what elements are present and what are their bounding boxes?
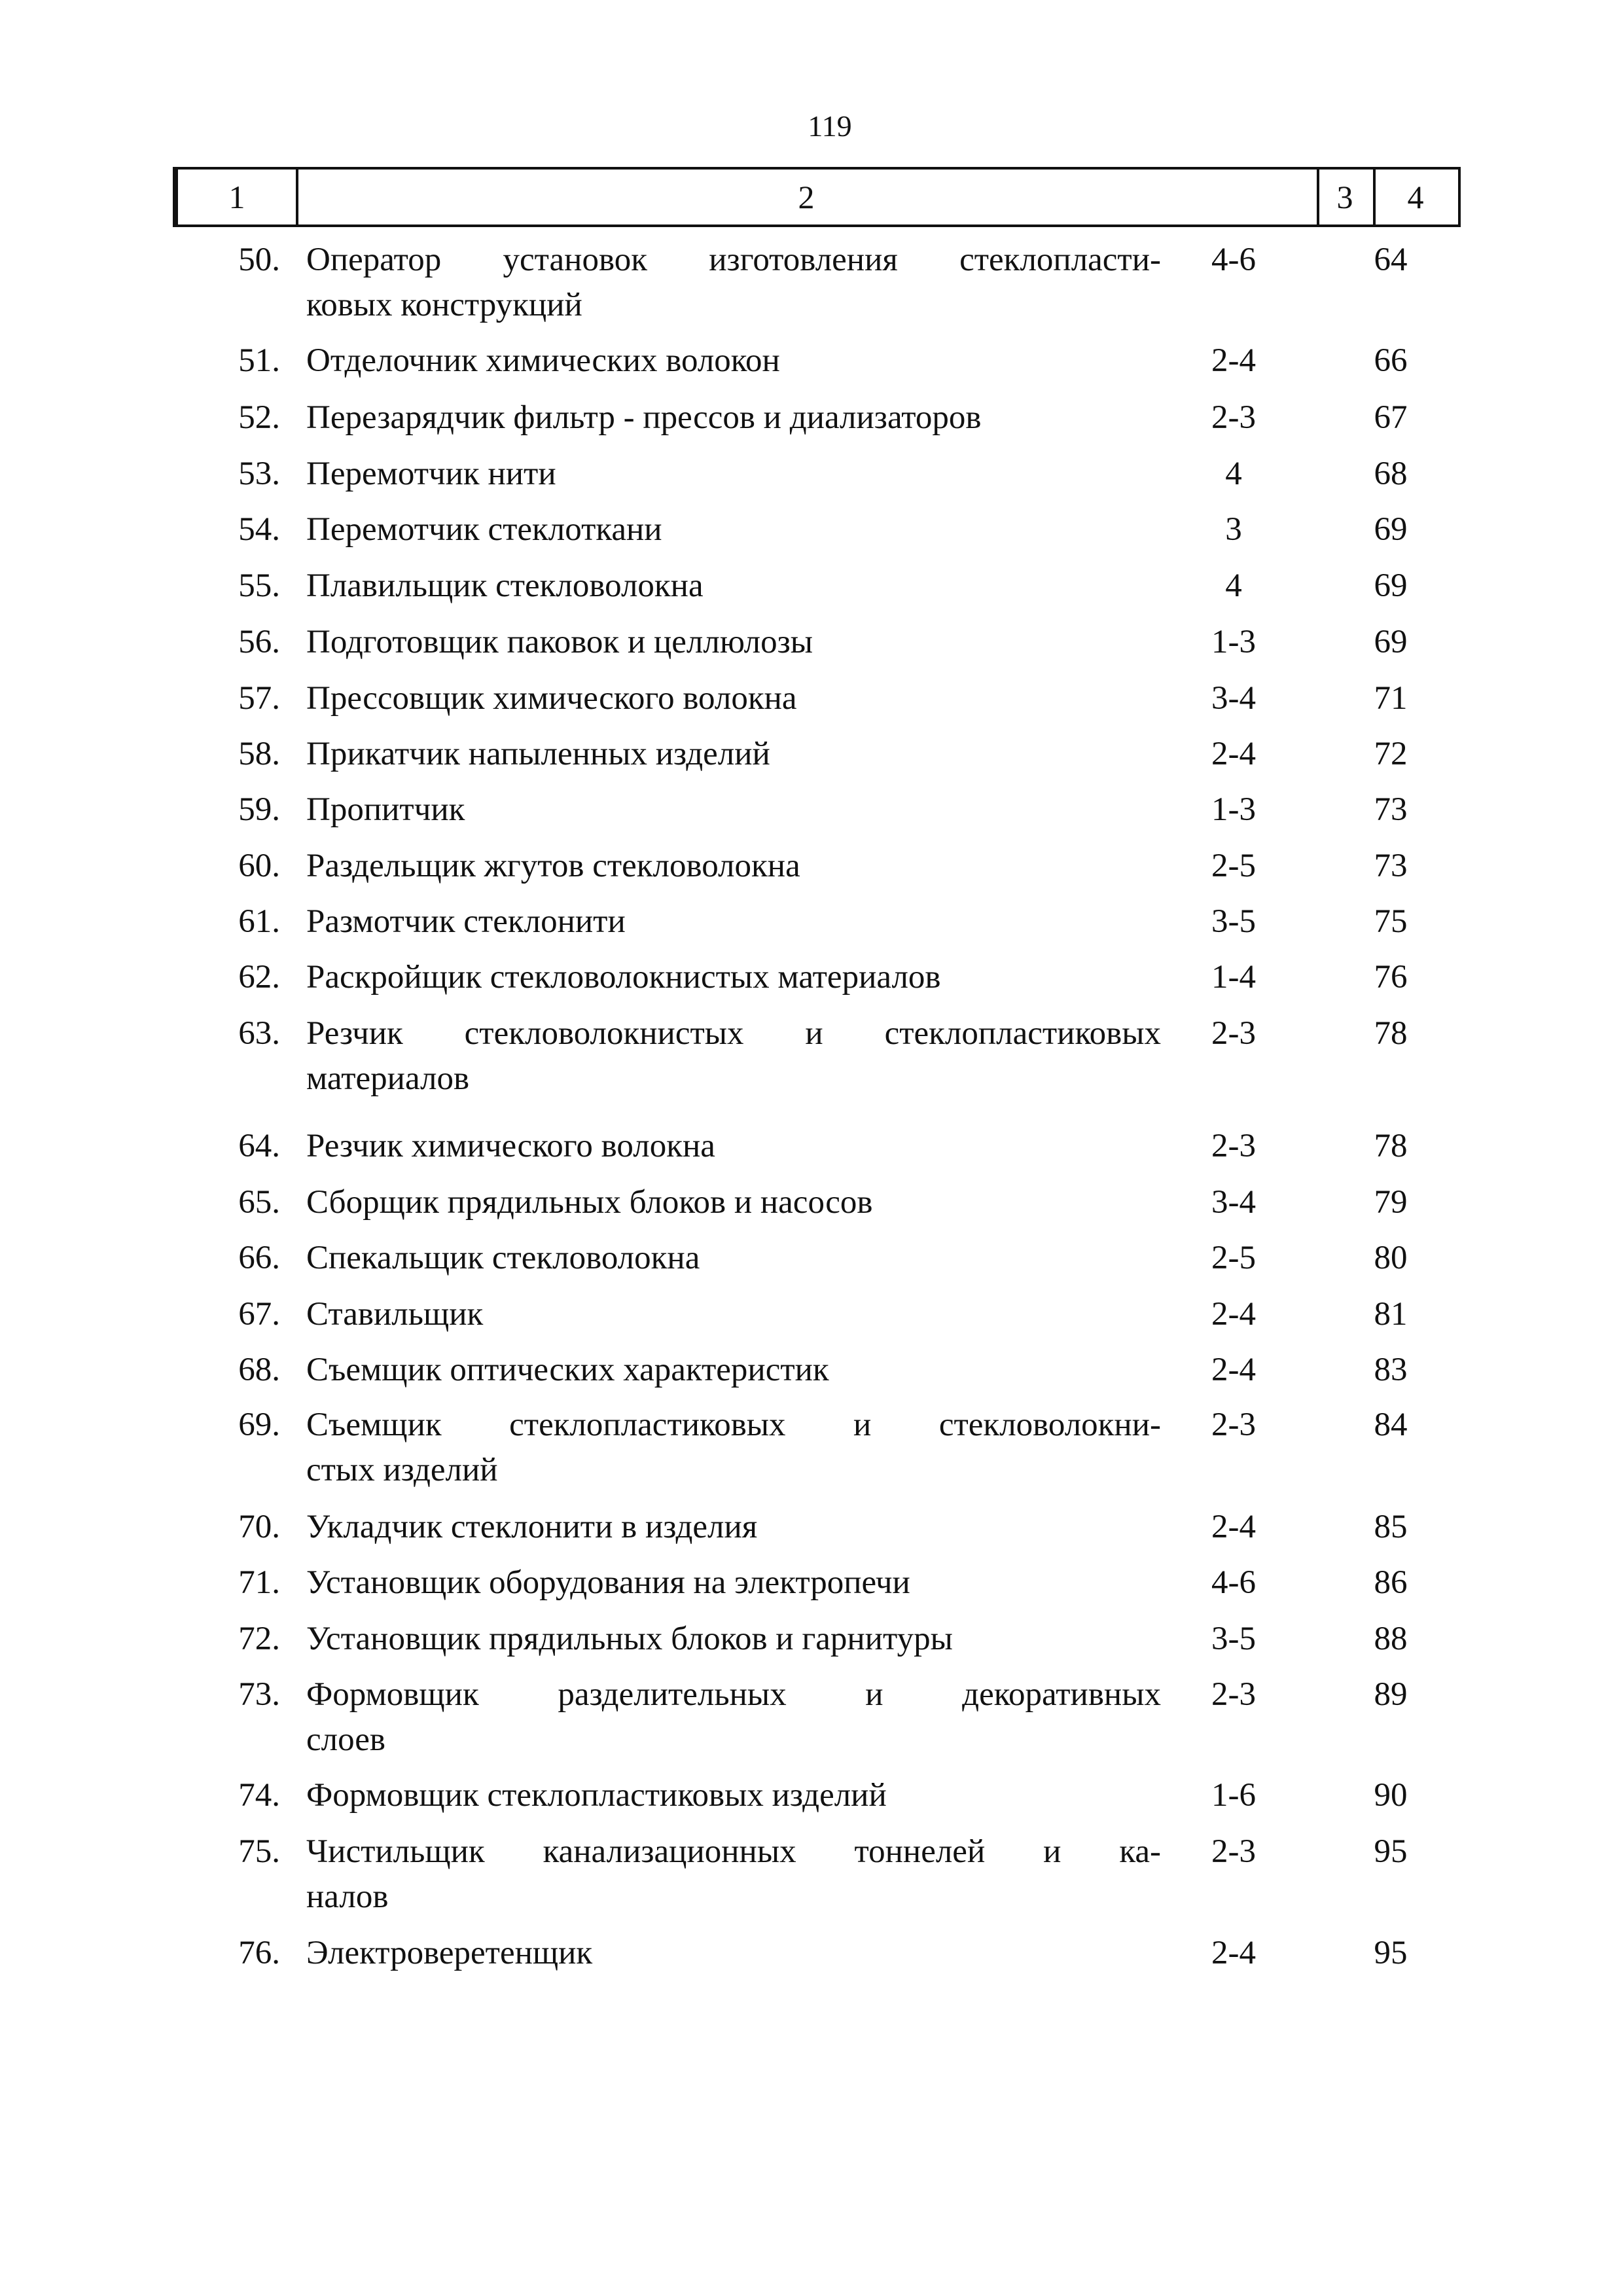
table-header: [175, 167, 1461, 227]
profession-name: [306, 1505, 1161, 1550]
grade-range: 3-4: [1211, 680, 1256, 717]
profession-name: [306, 564, 1161, 609]
profession-name: [306, 787, 1161, 833]
page-reference: 95: [1374, 1833, 1408, 1870]
row-number: 62.: [238, 959, 280, 996]
row-number: 61.: [238, 903, 280, 940]
grade-range: 4: [1225, 456, 1242, 492]
row-number: 65.: [238, 1184, 280, 1221]
grade-range: 3-4: [1211, 1184, 1256, 1221]
profession-name-line: Ставильщик: [306, 1296, 484, 1333]
grade-range: 2-4: [1211, 342, 1256, 379]
profession-name-line: Формовщик разделительных и декоративных: [306, 1676, 1161, 1713]
row-number: 57.: [238, 680, 280, 717]
profession-name-line: Резчик химического волокна: [306, 1128, 715, 1164]
profession-name-line: Электроверетенщик: [306, 1935, 593, 1971]
page-reference: 86: [1374, 1564, 1408, 1601]
page-reference: 95: [1374, 1935, 1408, 1971]
profession-name: [306, 1348, 1161, 1393]
page-reference: 78: [1374, 1128, 1408, 1164]
profession-name: [306, 899, 1161, 944]
profession-name-line: ковых конструкций: [306, 287, 582, 323]
profession-name: [306, 1829, 1161, 1920]
grade-range: 2-3: [1211, 1676, 1256, 1713]
page-reference: 64: [1374, 242, 1408, 278]
page-reference: 71: [1374, 680, 1408, 717]
profession-name-line: материалов: [306, 1060, 470, 1097]
page-reference: 69: [1374, 567, 1408, 604]
page-reference: 69: [1374, 511, 1408, 548]
page-reference: 81: [1374, 1296, 1408, 1333]
profession-name: [306, 1560, 1161, 1605]
row-number: 54.: [238, 511, 280, 548]
profession-name-line: Прикатчик напыленных изделий: [306, 736, 770, 772]
page-reference: 80: [1374, 1240, 1408, 1276]
grade-range: 2-4: [1211, 1509, 1256, 1545]
grade-range: 1-3: [1211, 791, 1256, 828]
page-reference: 73: [1374, 791, 1408, 828]
profession-name: [306, 1403, 1161, 1493]
profession-name: [306, 395, 1161, 440]
profession-name-line: Чистильщик канализационных тоннелей и ка-: [306, 1833, 1161, 1870]
page-reference: 79: [1374, 1184, 1408, 1221]
header-column-4: 4: [1407, 179, 1424, 215]
grade-range: 1-6: [1211, 1777, 1256, 1814]
profession-name: [306, 955, 1161, 1000]
row-number: 52.: [238, 399, 280, 436]
profession-name: [306, 1236, 1161, 1281]
row-number: 51.: [238, 342, 280, 379]
profession-name-line: Перемотчик стеклоткани: [306, 511, 662, 548]
grade-range: 2-3: [1211, 1015, 1256, 1052]
profession-name-line: Формовщик стеклопластиковых изделий: [306, 1777, 887, 1814]
profession-name: [306, 1124, 1161, 1169]
grade-range: 2-3: [1211, 399, 1256, 436]
header-column-3: 3: [1336, 179, 1353, 215]
grade-range: 1-4: [1211, 959, 1256, 996]
profession-name-line: Съемщик оптических характеристик: [306, 1352, 829, 1388]
page-reference: 89: [1374, 1676, 1408, 1713]
row-number: 60.: [238, 848, 280, 884]
page-reference: 78: [1374, 1015, 1408, 1052]
row-number: 58.: [238, 736, 280, 772]
header-column-2: 2: [798, 179, 815, 215]
row-number: 72.: [238, 1621, 280, 1657]
grade-range: 4: [1225, 567, 1242, 604]
page-reference: 66: [1374, 342, 1408, 379]
page-reference: 75: [1374, 903, 1408, 940]
profession-name-line: Раздельщик жгутов стекловолокна: [306, 848, 800, 884]
grade-range: 2-3: [1211, 1128, 1256, 1164]
profession-name: [306, 1672, 1161, 1763]
row-number: 66.: [238, 1240, 280, 1276]
row-number: 75.: [238, 1833, 280, 1870]
page-reference: 73: [1374, 848, 1408, 884]
grade-range: 2-4: [1211, 1935, 1256, 1971]
profession-name: [306, 1292, 1161, 1337]
grade-range: 2-3: [1211, 1833, 1256, 1870]
profession-name-line: Подготовщик паковок и целлюлозы: [306, 624, 813, 660]
grade-range: 3: [1225, 511, 1242, 548]
grade-range: 1-3: [1211, 624, 1256, 660]
profession-name-line: Оператор установок изготовления стеклопласти-: [306, 242, 1161, 278]
row-number: 71.: [238, 1564, 280, 1601]
profession-name: [306, 338, 1161, 384]
page-reference: 69: [1374, 624, 1408, 660]
profession-name-line: Спекальщик стекловолокна: [306, 1240, 700, 1276]
page-reference: 83: [1374, 1352, 1408, 1388]
row-number: 56.: [238, 624, 280, 660]
row-number: 67.: [238, 1296, 280, 1333]
profession-name-line: Перезарядчик фильтр - прессов и диализаторов: [306, 399, 982, 436]
row-number: 69.: [238, 1407, 280, 1443]
profession-name: [306, 676, 1161, 721]
grade-range: 4-6: [1211, 242, 1256, 278]
profession-name-line: налов: [306, 1878, 389, 1915]
profession-name: [306, 452, 1161, 497]
profession-name: [306, 507, 1161, 552]
profession-name-line: Прессовщик химического волокна: [306, 680, 797, 717]
profession-name-line: Сборщик прядильных блоков и насосов: [306, 1184, 873, 1221]
grade-range: 2-5: [1211, 848, 1256, 884]
page-reference: 90: [1374, 1777, 1408, 1814]
grade-range: 3-5: [1211, 903, 1256, 940]
page-reference: 88: [1374, 1621, 1408, 1657]
profession-name-line: стых изделий: [306, 1452, 498, 1488]
row-number: 70.: [238, 1509, 280, 1545]
page-reference: 85: [1374, 1509, 1408, 1545]
profession-name: [306, 844, 1161, 889]
grade-range: 2-5: [1211, 1240, 1256, 1276]
grade-range: 4-6: [1211, 1564, 1256, 1601]
row-number: 74.: [238, 1777, 280, 1814]
profession-name-line: Установщик оборудования на электропечи: [306, 1564, 910, 1601]
row-number: 68.: [238, 1352, 280, 1388]
row-number: 50.: [238, 242, 280, 278]
profession-name-line: Перемотчик нити: [306, 456, 556, 492]
profession-name-line: Резчик стекловолокнистых и стеклопластиковых: [306, 1015, 1161, 1052]
profession-name-line: Укладчик стеклонити в изделия: [306, 1509, 758, 1545]
profession-name: [306, 732, 1161, 777]
profession-name: [306, 1617, 1161, 1662]
profession-name-line: Установщик прядильных блоков и гарнитуры: [306, 1621, 953, 1657]
grade-range: 2-4: [1211, 1352, 1256, 1388]
grade-range: 2-4: [1211, 1296, 1256, 1333]
profession-name-line: Отделочник химических волокон: [306, 342, 780, 379]
row-number: 55.: [238, 567, 280, 604]
page-reference: 68: [1374, 456, 1408, 492]
profession-name-line: Плавильщик стекловолокна: [306, 567, 704, 604]
row-number: 53.: [238, 456, 280, 492]
profession-name: [306, 1180, 1161, 1225]
page-reference: 67: [1374, 399, 1408, 436]
profession-name-line: Размотчик стеклонити: [306, 903, 626, 940]
page-reference: 84: [1374, 1407, 1408, 1443]
row-number: 73.: [238, 1676, 280, 1713]
profession-name: [306, 620, 1161, 665]
profession-name: [306, 1931, 1161, 1976]
profession-name-line: Съемщик стеклопластиковых и стекловолокни-: [306, 1407, 1161, 1443]
profession-name: [306, 1011, 1161, 1102]
row-number: 59.: [238, 791, 280, 828]
page-reference: 76: [1374, 959, 1408, 996]
page-reference: 72: [1374, 736, 1408, 772]
profession-name-line: Раскройщик стекловолокнистых материалов: [306, 959, 941, 996]
grade-range: 3-5: [1211, 1621, 1256, 1657]
row-number: 63.: [238, 1015, 280, 1052]
profession-name-line: Пропитчик: [306, 791, 465, 828]
profession-name-line: слоев: [306, 1721, 385, 1758]
grade-range: 2-3: [1211, 1407, 1256, 1443]
profession-name: [306, 238, 1161, 328]
profession-name: [306, 1773, 1161, 1818]
header-column-1: 1: [228, 179, 245, 215]
row-number: 64.: [238, 1128, 280, 1164]
grade-range: 2-4: [1211, 736, 1256, 772]
row-number: 76.: [238, 1935, 280, 1971]
page-number: 119: [808, 109, 852, 143]
